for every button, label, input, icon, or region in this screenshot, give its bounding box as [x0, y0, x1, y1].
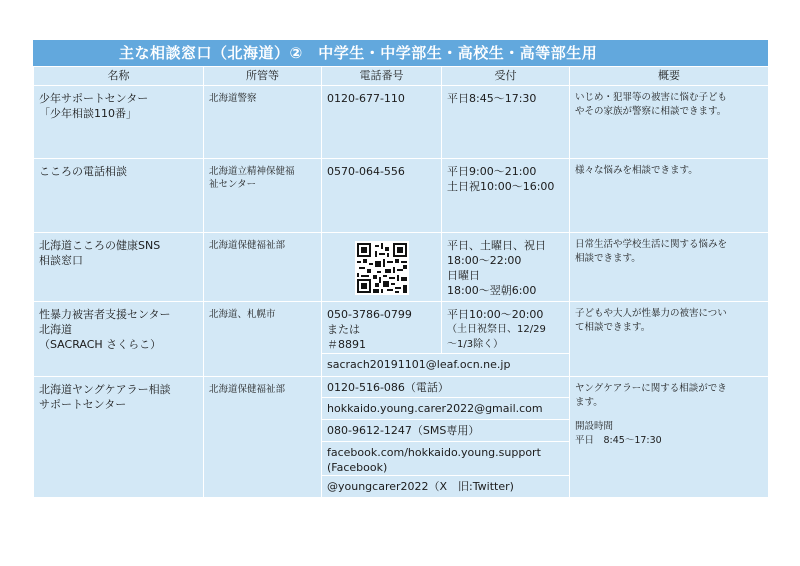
contact-facebook[interactable]: [322, 442, 570, 476]
overview-line: て相談できます。: [575, 322, 651, 333]
overview-line: ます。: [575, 397, 603, 408]
header-overview: 概要: [570, 67, 769, 86]
consultation-table: [33, 66, 769, 498]
table-row: [34, 159, 769, 233]
hours-line: 18:00～翌朝6:00: [447, 284, 537, 297]
contact-email[interactable]: hokkaido.young.carer2022@gmail.com: [322, 398, 570, 420]
row-hours: [442, 302, 570, 354]
name-line: 性暴力被害者支援センター: [39, 308, 171, 321]
phone-number[interactable]: 050-3786-0799: [327, 308, 412, 321]
phone-number[interactable]: ＃8891: [327, 338, 366, 351]
hours-note: （土日祝祭日、12/29: [447, 324, 546, 335]
hours-line: 土日祝10:00～16:00: [447, 180, 555, 193]
hours-line: 平日、土曜日、祝日: [447, 239, 546, 252]
table-row: [34, 233, 769, 302]
header-name: 名称: [34, 67, 204, 86]
phone-number[interactable]: 0570-064-556: [327, 165, 405, 178]
email-link[interactable]: sacrach20191101@leaf.ocn.ne.jp: [322, 354, 570, 377]
name-line: 北海道: [39, 323, 72, 336]
row-org: [204, 86, 322, 159]
table-row: [34, 302, 769, 354]
hours-line: 平日10:00～20:00: [447, 308, 544, 321]
overview-line: やその家族が警察に相談できます。: [575, 106, 727, 117]
overview-line: 相談できます。: [575, 253, 641, 264]
row-overview: [570, 377, 769, 498]
header-hours: 受付: [442, 67, 570, 86]
hours-line: 日曜日: [447, 269, 480, 282]
phone-number[interactable]: 0120-677-110: [327, 92, 405, 105]
name-line: 「少年相談110番」: [39, 107, 137, 120]
row-phone: [322, 86, 442, 159]
name-line: 北海道こころの健康SNS: [39, 239, 161, 252]
org-line: 北海道保健福祉部: [209, 384, 286, 395]
contact-phone[interactable]: 0120-516-086（電話）: [322, 377, 570, 398]
table-row: [34, 86, 769, 159]
row-name: [34, 302, 204, 377]
facebook-url[interactable]: facebook.com/hokkaido.young.support: [327, 446, 541, 459]
header-org: 所管等: [204, 67, 322, 86]
page-title: 主な相談窓口（北海道）② 中学生・中学部生・高校生・高等部生用: [33, 40, 768, 66]
row-org: [204, 377, 322, 498]
spacer: [575, 410, 763, 420]
header-row: [34, 67, 769, 86]
org-line: 北海道、札幌市: [209, 309, 276, 320]
table-row: [34, 377, 769, 398]
contact-x[interactable]: @youngcarer2022（X 旧:Twitter): [322, 476, 570, 498]
consultation-sheet: [33, 40, 768, 498]
row-org: [204, 159, 322, 233]
overview-line: 子どもや大人が性暴力の被害につい: [575, 308, 727, 319]
row-org: [204, 302, 322, 377]
header-phone: 電話番号: [322, 67, 442, 86]
row-name: [34, 159, 204, 233]
row-name: [34, 377, 204, 498]
row-org: [204, 233, 322, 302]
row-phone: [322, 159, 442, 233]
row-name: [34, 233, 204, 302]
name-line: 北海道ヤングケアラー相談: [39, 383, 171, 396]
overview-hours-label: 開設時間: [575, 421, 614, 432]
org-line: 北海道立精神保健福: [209, 166, 295, 177]
row-overview: [570, 233, 769, 302]
phone-or-label: または: [327, 323, 360, 336]
hours-line: 平日9:00～21:00: [447, 165, 537, 178]
overview-hours: 平日 8:45～17:30: [575, 435, 662, 446]
row-overview: [570, 302, 769, 377]
overview-line: ヤングケアラーに関する相談ができ: [575, 383, 727, 394]
overview-line: 日常生活や学校生活に関する悩みを: [575, 239, 728, 250]
hours-line: 18:00～22:00: [447, 254, 522, 267]
name-line: サポートセンター: [39, 398, 127, 411]
hours-note: ～1/3除く）: [447, 339, 504, 350]
hours-line: 平日8:45～17:30: [447, 92, 537, 105]
org-line: 北海道保健福祉部: [209, 240, 286, 251]
name-line: （SACRACH さくらこ）: [39, 338, 162, 351]
name-line: こころの電話相談: [39, 165, 127, 178]
contact-sms[interactable]: 080-9612-1247（SMS専用）: [322, 420, 570, 442]
row-hours: [442, 233, 570, 302]
row-phone: [322, 233, 442, 302]
org-line: 北海道警察: [209, 93, 257, 104]
facebook-label: (Facebook): [327, 461, 388, 474]
row-overview: [570, 86, 769, 159]
name-line: 相談窓口: [39, 254, 83, 267]
org-line: 祉センター: [209, 179, 257, 190]
row-phone: [322, 302, 442, 354]
overview-line: 様々な悩みを相談できます。: [575, 165, 698, 176]
qr-code-icon[interactable]: [355, 241, 409, 295]
name-line: 少年サポートセンター: [39, 92, 149, 105]
row-hours: [442, 86, 570, 159]
overview-line: いじめ・犯罪等の被害に悩む子ども: [575, 92, 728, 103]
row-hours: [442, 159, 570, 233]
row-name: [34, 86, 204, 159]
row-overview: [570, 159, 769, 233]
